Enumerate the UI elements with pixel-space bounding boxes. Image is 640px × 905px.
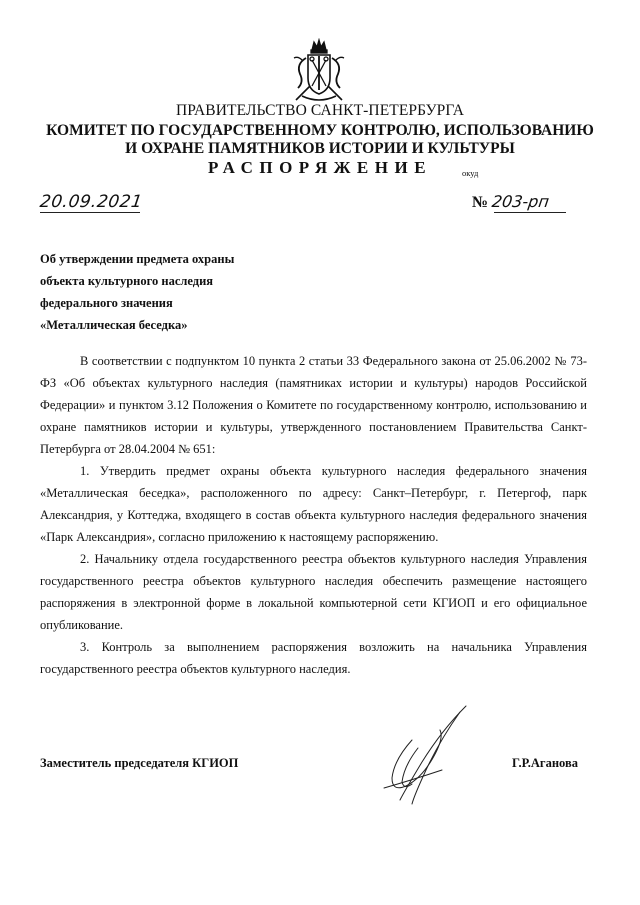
date-underline	[40, 212, 140, 213]
number-underline	[494, 212, 566, 213]
subject-line-2: объекта культурного наследия	[40, 274, 214, 288]
handwritten-signature	[382, 700, 472, 810]
number-value: 203-рп	[490, 192, 551, 211]
document-date: 20.09.2021	[38, 192, 144, 212]
preamble-paragraph: В соответствии с подпунктом 10 пункта 2 статьи 33 Федерального закона от 25.06.2002 № 73-ФЗ «Об объектах культурного наследия (памятниках истории и культуры) народов Российской Федерации» и пунктом 3.12 Положения о Комитете по государственному контролю, использованию и охране памятников истории и культуры, утвержденного постановлением Правительства Санкт-Петербурга от 28.04.2004 № 651:	[40, 354, 587, 456]
number-sign: №	[472, 194, 489, 211]
subject-line-1: Об утверждении предмета охраны	[40, 252, 235, 266]
item-3-paragraph: 3. Контроль за выполнением распоряжения возложить на начальника Управления государственного реестра объектов культурного наследия.	[40, 640, 587, 676]
committee-name-line2: И ОХРАНЕ ПАМЯТНИКОВ ИСТОРИИ И КУЛЬТУРЫ	[125, 140, 515, 157]
document-body	[40, 350, 587, 680]
okud-label: окуд	[462, 168, 479, 178]
document-number	[472, 192, 549, 212]
document-type-title: РАСПОРЯЖЕНИЕ	[207, 158, 433, 177]
signer-position: Заместитель председателя КГИОП	[40, 756, 239, 770]
government-name: ПРАВИТЕЛЬСТВО САНКТ-ПЕТЕРБУРГА	[175, 102, 465, 119]
item-1-paragraph: 1. Утвердить предмет охраны объекта культурного наследия федерального значения «Металлическая беседка», расположенного по адресу: Санкт–Петербург, г. Петергоф, парк Александрия, у Коттеджа, входящего в состав объекта культурного наследия федерального значения «Парк Александрия», согласно приложению к настоящему распоряжению.	[40, 464, 587, 544]
committee-name-line1: КОМИТЕТ ПО ГОСУДАРСТВЕННОМУ КОНТРОЛЮ, ИСПОЛЬЗОВАНИЮ	[46, 122, 594, 139]
subject-line-3: федерального значения	[40, 296, 173, 310]
signer-name: Г.Р.Аганова	[512, 756, 578, 770]
subject-line-4: «Металлическая беседка»	[40, 318, 188, 332]
item-2-paragraph: 2. Начальнику отдела государственного реестра объектов культурного наследия Управления государственного реестра объектов культурного наследия обеспечить размещение настоящего распоряжения в электронной форме в локальной компьютерной сети КГИОП и его официальное опубликование.	[40, 552, 587, 632]
saint-petersburg-coat-of-arms-icon	[288, 38, 350, 106]
